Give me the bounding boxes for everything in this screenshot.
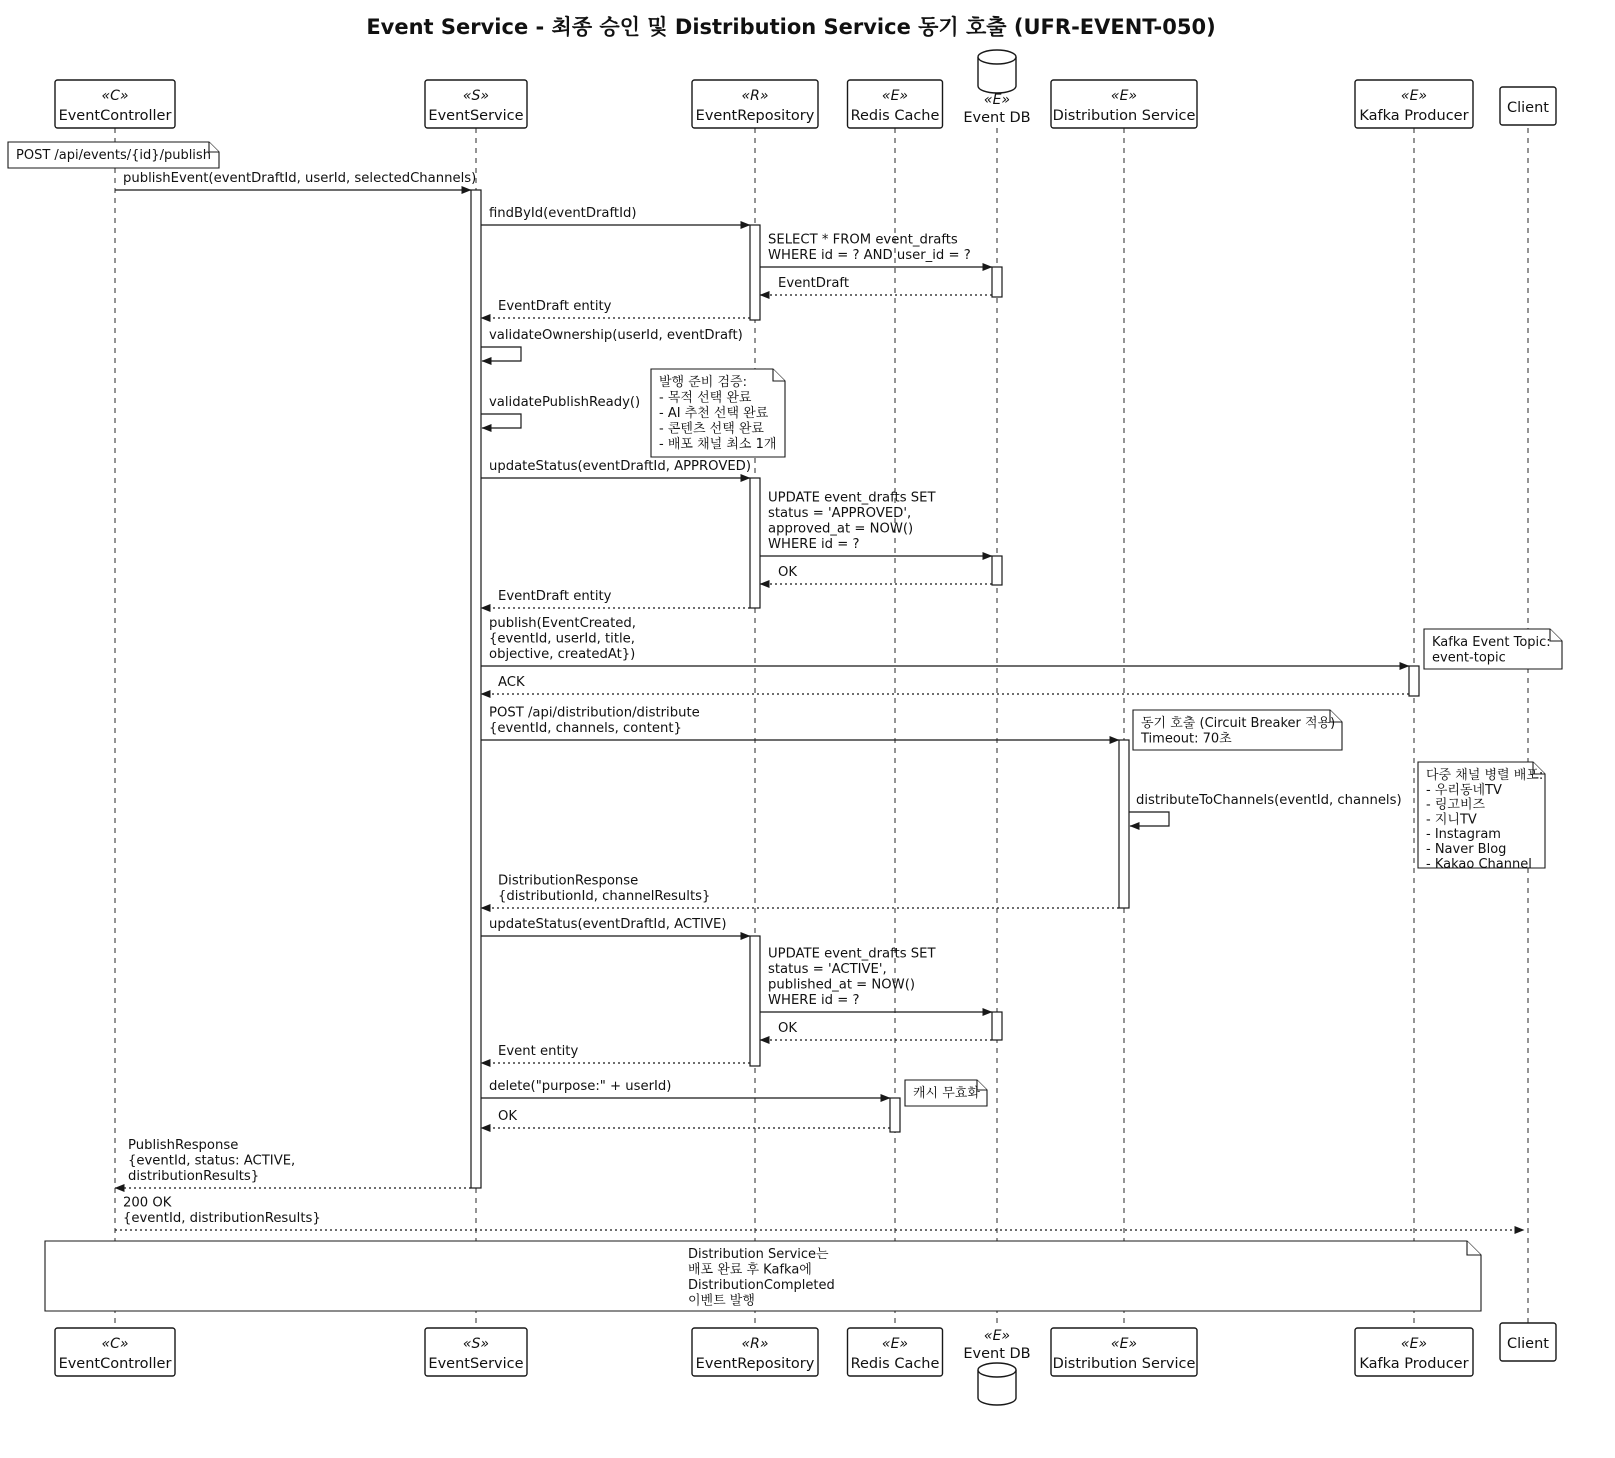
note-2-line: event-topic <box>1432 650 1506 666</box>
message-label: validatePublishReady() <box>489 395 641 410</box>
message-label: WHERE id = ? <box>768 537 860 552</box>
message-4 <box>481 299 750 318</box>
database-icon-top <box>978 50 1016 64</box>
message-12 <box>481 675 1409 694</box>
note-4 <box>1418 762 1545 872</box>
message-label: EventDraft entity <box>498 299 612 314</box>
participant-name: Event DB <box>963 110 1031 126</box>
note-6-line: 이벤트 발행 <box>688 1293 755 1309</box>
message-label: {distributionId, channelResults} <box>498 889 711 904</box>
message-label: {eventId, distributionResults} <box>123 1211 321 1226</box>
participant-name: EventService <box>428 108 524 124</box>
participant-name: EventController <box>58 1356 172 1372</box>
participant-stereotype: «E» <box>1400 88 1428 104</box>
message-label: approved_at = NOW() <box>768 521 914 537</box>
participant-name: Client <box>1507 1336 1549 1352</box>
message-label: status = 'APPROVED', <box>768 506 912 521</box>
message-label: 200 OK <box>123 1195 172 1211</box>
note-6-line: 배포 완료 후 Kafka에 <box>688 1262 812 1278</box>
message-label: EventDraft entity <box>498 589 612 604</box>
participant-name: Redis Cache <box>850 108 940 124</box>
diagram-title: Event Service - 최종 승인 및 Distribution Service 동기 호출 (UFR-EVENT-050) <box>366 15 1216 39</box>
participant-name: EventService <box>428 1356 524 1372</box>
message-6 <box>481 395 640 428</box>
message-8 <box>760 491 992 557</box>
message-label: ACK <box>498 675 525 690</box>
participant-name: Kafka Producer <box>1359 1356 1469 1372</box>
message-label: WHERE id = ? AND user_id = ? <box>768 248 971 263</box>
message-10 <box>481 589 750 608</box>
message-label: distributionResults} <box>128 1169 260 1184</box>
message-label: status = 'ACTIVE', <box>768 962 887 977</box>
message-label: EventDraft <box>778 276 850 291</box>
message-label: POST /api/distribution/distribute <box>489 705 700 721</box>
activation-dist-6 <box>1119 740 1129 908</box>
message-label: WHERE id = ? <box>768 993 860 1008</box>
database-icon-top <box>978 1363 1016 1377</box>
self-message-line <box>1129 812 1169 826</box>
message-label: publish(EventCreated, <box>489 616 636 631</box>
note-2-line: Kafka Event Topic: <box>1432 635 1551 650</box>
message-label: validateOwnership(userId, eventDraft) <box>489 328 743 343</box>
message-label: UPDATE event_drafts SET <box>768 490 936 506</box>
activation-db-2 <box>992 267 1002 297</box>
note-6-line: DistributionCompleted <box>688 1278 835 1293</box>
note-4-line: - Kakao Channel <box>1426 856 1532 872</box>
message-18 <box>760 1021 992 1040</box>
message-19 <box>481 1044 750 1063</box>
activation-db-8 <box>992 1012 1002 1040</box>
participant-stereotype: «C» <box>101 88 129 104</box>
participant-stereotype: «E» <box>1110 88 1138 104</box>
note-5 <box>905 1080 987 1106</box>
message-5 <box>481 328 743 361</box>
note-1-line: - 목적 선택 완료 <box>659 390 752 406</box>
activation-kafka-5 <box>1409 666 1419 696</box>
message-15 <box>481 874 1119 909</box>
message-label: distributeToChannels(eventId, channels) <box>1136 793 1402 808</box>
note-3-line: Timeout: 70초 <box>1141 731 1232 747</box>
message-2 <box>760 233 992 268</box>
message-17 <box>760 947 992 1013</box>
message-label: UPDATE event_drafts SET <box>768 946 936 962</box>
message-1 <box>481 206 750 225</box>
activation-service-0 <box>471 190 481 1188</box>
participant-stereotype: «C» <box>101 1336 129 1352</box>
message-label: updateStatus(eventDraftId, APPROVED) <box>489 459 751 474</box>
participant-name: EventRepository <box>695 108 815 124</box>
note-4-line: - 지니TV <box>1426 812 1477 828</box>
message-9 <box>760 565 992 584</box>
note-1-fold <box>773 369 785 381</box>
note-6-line: Distribution Service는 <box>688 1247 829 1262</box>
message-23 <box>115 1196 1524 1231</box>
message-label: {eventId, userId, title, <box>489 631 635 647</box>
note-4-line: - 우리동네TV <box>1426 782 1502 798</box>
message-label: publishEvent(eventDraftId, userId, selectedChannels) <box>123 171 477 186</box>
note-1 <box>651 369 785 457</box>
activation-repo-1 <box>750 225 760 320</box>
message-label: DistributionResponse <box>498 873 639 889</box>
activation-repo-7 <box>750 936 760 1066</box>
message-label: {eventId, channels, content} <box>489 721 682 736</box>
message-22 <box>115 1138 471 1188</box>
participant-stereotype: «E» <box>1110 1336 1138 1352</box>
message-11 <box>481 616 1409 666</box>
message-label: findById(eventDraftId) <box>489 206 637 221</box>
participant-stereotype: «E» <box>881 88 909 104</box>
message-0 <box>115 171 476 190</box>
activation-db-4 <box>992 556 1002 585</box>
message-label: SELECT * FROM event_drafts <box>768 232 958 248</box>
participant-stereotype: «E» <box>1400 1336 1428 1352</box>
note-4-line: - Instagram <box>1426 827 1501 843</box>
message-21 <box>481 1109 890 1128</box>
note-0-line: POST /api/events/{id}/publish <box>16 148 211 163</box>
note-3-line: 동기 호출 (Circuit Breaker 적용) <box>1141 716 1336 731</box>
message-label: updateStatus(eventDraftId, ACTIVE) <box>489 917 727 932</box>
message-label: published_at = NOW() <box>768 977 915 993</box>
message-label: OK <box>778 1021 798 1036</box>
message-7 <box>481 459 751 478</box>
message-label: OK <box>778 565 798 580</box>
participant-stereotype: «R» <box>741 1336 769 1352</box>
self-message-line <box>481 414 521 428</box>
message-3 <box>760 276 992 295</box>
note-4-line: 다중 채널 병렬 배포: <box>1426 768 1544 783</box>
message-label: Event entity <box>498 1044 579 1059</box>
participant-name: Kafka Producer <box>1359 108 1469 124</box>
note-6-fold <box>1467 1241 1481 1255</box>
note-1-line: - 콘텐츠 선택 완료 <box>659 421 764 437</box>
message-14 <box>1129 793 1402 826</box>
participant-name: Distribution Service <box>1052 108 1196 124</box>
participant-name: Redis Cache <box>850 1356 940 1372</box>
participant-name: Distribution Service <box>1052 1356 1196 1372</box>
participant-name: Event DB <box>963 1346 1031 1362</box>
note-1-line: - AI 추천 선택 완료 <box>659 406 769 421</box>
activation-redis-9 <box>890 1098 900 1132</box>
participant-name: EventRepository <box>695 1356 815 1372</box>
message-label: {eventId, status: ACTIVE, <box>128 1153 296 1169</box>
note-6 <box>45 1241 1481 1311</box>
message-label: delete("purpose:" + userId) <box>489 1079 672 1094</box>
message-label: OK <box>498 1109 518 1124</box>
note-3 <box>1133 710 1342 750</box>
self-message-line <box>481 347 521 361</box>
note-4-line: - 링고비즈 <box>1426 797 1486 813</box>
message-16 <box>481 917 750 936</box>
note-1-line: - 배포 채널 최소 1개 <box>659 437 777 452</box>
activation-repo-3 <box>750 478 760 608</box>
participant-stereotype: «E» <box>983 92 1011 108</box>
message-20 <box>481 1079 890 1098</box>
participant-stereotype: «E» <box>983 1328 1011 1344</box>
note-1-line: 발행 준비 검증: <box>659 375 747 390</box>
participant-name: EventController <box>58 108 172 124</box>
note-2 <box>1424 629 1562 669</box>
participant-name: Client <box>1507 100 1549 116</box>
note-5-line: 캐시 무효화 <box>913 1086 980 1101</box>
note-0 <box>8 142 219 168</box>
message-label: objective, createdAt}) <box>489 647 636 662</box>
message-label: PublishResponse <box>128 1138 239 1153</box>
message-13 <box>481 706 1119 741</box>
participant-stereotype: «S» <box>462 1336 490 1352</box>
participant-stereotype: «E» <box>881 1336 909 1352</box>
note-4-line: - Naver Blog <box>1426 842 1507 857</box>
participant-stereotype: «S» <box>462 88 490 104</box>
participant-stereotype: «R» <box>741 88 769 104</box>
